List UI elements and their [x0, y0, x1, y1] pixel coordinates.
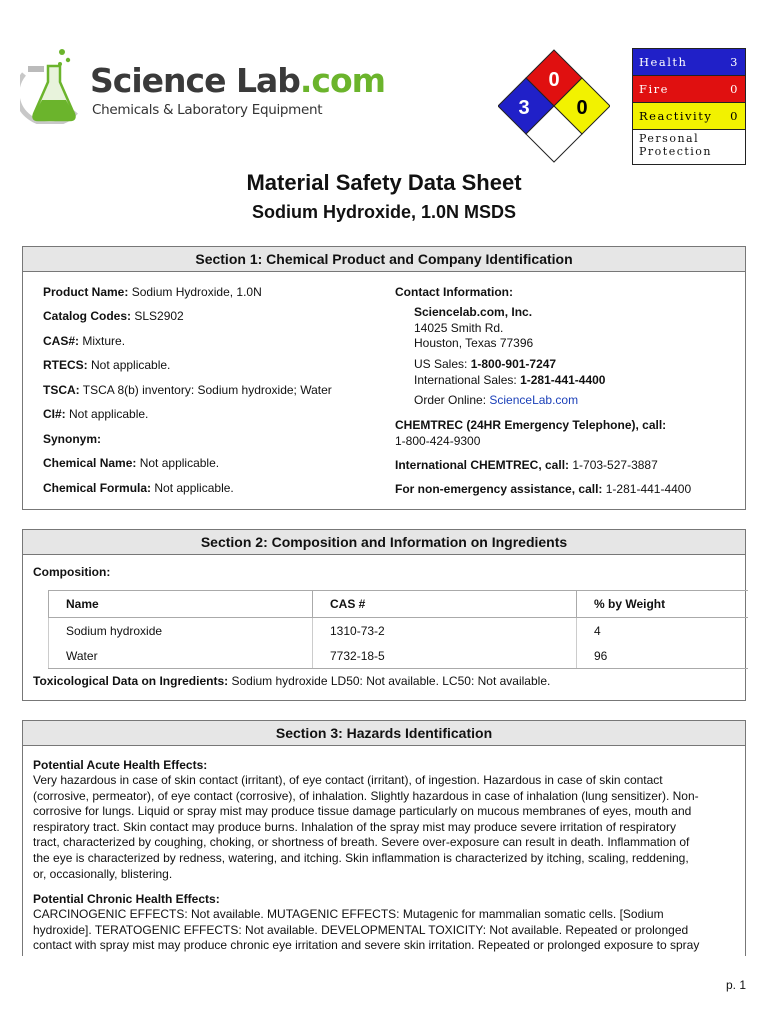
catalog-codes: Catalog Codes: SLS2902 [43, 309, 184, 323]
table-cell: 4 [577, 618, 749, 644]
section-heading: Section 3: Hazards Identification [23, 721, 745, 746]
section-heading: Section 2: Composition and Information on Ingredients [23, 530, 745, 555]
page-number: p. 1 [725, 978, 746, 992]
order-online-link[interactable]: ScienceLab.com [489, 393, 579, 407]
hazard-value: 3 [730, 55, 739, 69]
toxicological-data: Toxicological Data on Ingredients: Sodium hydroxide LD50: Not available. LC50: Not available. [33, 674, 551, 688]
hazard-row-health [633, 49, 745, 76]
chemical-formula: Chemical Formula: Not applicable. [43, 481, 234, 495]
table-cell: 96 [577, 643, 749, 669]
us-sales: US Sales: 1-800-901-7247 [414, 357, 557, 371]
chemical-name: Chemical Name: Not applicable. [43, 456, 220, 470]
chronic-effects-label: Potential Chronic Health Effects: [33, 892, 220, 906]
nfpa-fire-value: 0 [548, 69, 560, 91]
logo-wordmark: Science Lab.com [90, 61, 386, 100]
hazard-row-personal-protection [633, 130, 745, 164]
table-cell: Water [49, 643, 313, 669]
chronic-effects-text: CARCINOGENIC EFFECTS: Not available. MUTAGENIC EFFECTS: Mutagenic for mammalian somatic cells. [Sodium hydroxide]. TERATOGENIC EFFECTS: Not available. DEVELOPMENTAL TOXICITY: Not available. Repeated or prolonged contact with spray mist may produce chronic eye irritation and severe skin irritation. Repeated or prolonged exposure to spray [33, 907, 700, 953]
nfpa-reactivity-value: 0 [576, 97, 588, 119]
non-emergency-assistance: For non-emergency assistance, call: 1-281-441-4400 [395, 482, 692, 496]
hazard-value: 0 [730, 109, 739, 123]
column-header: CAS # [313, 591, 577, 618]
nfpa-health-value: 3 [518, 97, 530, 119]
table-cell: Sodium hydroxide [49, 618, 313, 644]
hazard-rating-table [632, 48, 746, 165]
hazard-row-reactivity [633, 103, 745, 130]
hazard-label: Reactivity [639, 109, 713, 123]
document-subtitle: Sodium Hydroxide, 1.0N MSDS [251, 202, 517, 222]
company-name: Sciencelab.com, Inc. [414, 305, 533, 319]
section-2 [22, 529, 746, 701]
tsca: TSCA: TSCA 8(b) inventory: Sodium hydroxide; Water [43, 383, 332, 397]
address-line-2: Houston, Texas 77396 [414, 336, 534, 350]
hazard-row-fire [633, 76, 745, 103]
chemtrec-phone: 1-800-424-9300 [395, 434, 481, 448]
rtecs: RTECS: Not applicable. [43, 358, 171, 372]
acute-effects-text: Very hazardous in case of skin contact (irritant), of eye contact (irritant), of ingestion. Hazardous in case of skin contact (corrosive, permeator), of eye contact (corrosive), of inhalation. Slightly hazardous in case of inhalation (lung sensitizer). Non- corrosive for lungs. Liquid or spray mist may produce tissue damage particularly on mucous membranes of eyes, mouth and respiratory tract. Skin contact may produce burns. Inhalation of the spray mist may produce severe irritation of respiratory tract, characterized by coughing, choking, or shortness of breath. Severe over-exposure can result in death. Inflammation of the eye is characterized by redness, watering, and itching. Skin inflammation is characterized by itching, scaling, reddening, or, occasionally, blistering. [33, 773, 699, 881]
ci-number: CI#: Not applicable. [43, 407, 149, 421]
chemtrec-label: CHEMTREC (24HR Emergency Telephone), call: [395, 418, 667, 432]
acute-effects-label: Potential Acute Health Effects: [33, 758, 208, 772]
section-heading: Section 1: Chemical Product and Company Identification [23, 247, 745, 272]
cas-number: CAS#: Mixture. [43, 334, 126, 348]
order-online: Order Online: ScienceLab.com [414, 393, 579, 407]
table-header-row [49, 591, 749, 618]
international-chemtrec: International CHEMTREC, call: 1-703-527-3887 [395, 458, 658, 472]
composition-label: Composition: [33, 565, 111, 579]
section-1 [22, 246, 746, 510]
address-line-1: 14025 Smith Rd. [414, 321, 504, 335]
sciencelab-logo[interactable] [20, 44, 386, 124]
column-header: Name [49, 591, 313, 618]
document-title: Material Safety Data Sheet [246, 170, 522, 195]
table-row [49, 618, 749, 644]
flask-icon [20, 44, 90, 124]
synonym: Synonym: [43, 432, 102, 446]
section-3 [22, 720, 746, 956]
table-cell: 7732-18-5 [313, 643, 577, 669]
table-cell: 1310-73-2 [313, 618, 577, 644]
logo-tagline: Chemicals & Laboratory Equipment [92, 102, 323, 118]
composition-table [48, 590, 748, 669]
nfpa-diamond-icon [498, 48, 610, 164]
hazard-label: Fire [639, 82, 669, 96]
product-name: Product Name: Sodium Hydroxide, 1.0N [43, 285, 262, 299]
hazard-label: Protection [639, 145, 713, 158]
hazard-value: 0 [730, 82, 739, 96]
international-sales: International Sales: 1-281-441-4400 [414, 373, 606, 387]
contact-label: Contact Information: [395, 285, 513, 299]
hazard-label: Personal [639, 132, 700, 145]
table-row [49, 643, 749, 669]
hazard-label: Health [639, 55, 688, 69]
column-header: % by Weight [577, 591, 749, 618]
